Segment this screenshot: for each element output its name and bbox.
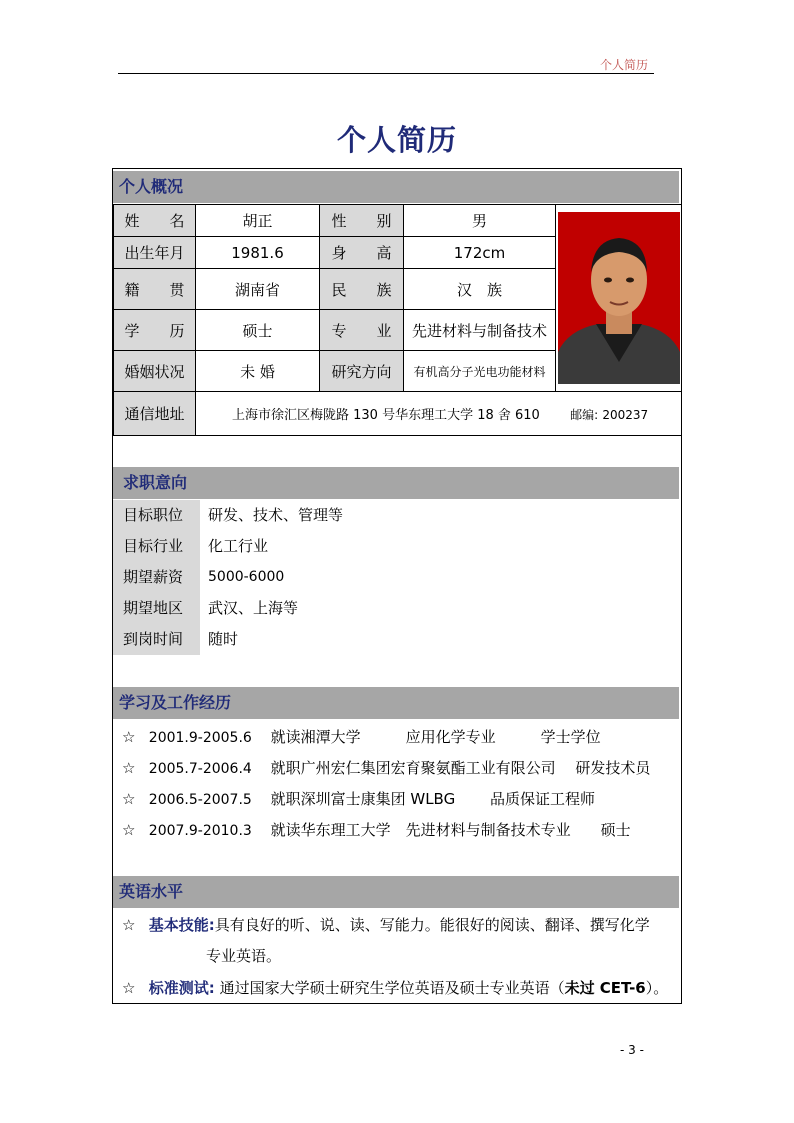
- marital-value: 未 婚: [196, 351, 320, 392]
- ethnicity-label: 民 族: [320, 269, 404, 310]
- experience-text: 就职广州宏仁集团宏育聚氨酯工业有限公司 研发技术员: [270, 759, 651, 777]
- section-overview-header: 个人概况: [113, 171, 679, 203]
- origin-value: 湖南省: [196, 269, 320, 310]
- job-intent-value: 化工行业: [208, 537, 269, 555]
- job-intent-row: [113, 500, 679, 531]
- english-test-text: 通过国家大学硕士研究生学位英语及硕士专业英语（: [219, 979, 565, 997]
- profile-table: [113, 204, 682, 436]
- photo-cell: [556, 205, 682, 392]
- experience-period: 2006.5-2007.5: [148, 792, 252, 808]
- job-intent-label: 期望薪资: [113, 562, 200, 593]
- birth-label: 出生年月: [114, 237, 196, 269]
- experience-item: [122, 726, 601, 747]
- gender-value: 男: [404, 205, 556, 237]
- research-value: 有机高分子光电功能材料: [404, 351, 556, 392]
- height-value: 172cm: [404, 237, 556, 269]
- experience-item: [122, 819, 631, 840]
- origin-label: 籍 贯: [114, 269, 196, 310]
- job-intent-value: 随时: [208, 630, 239, 648]
- job-intent-label: 目标职位: [113, 500, 200, 531]
- star-bullet-icon: ☆: [122, 916, 136, 934]
- experience-period: 2005.7-2006.4: [148, 761, 252, 777]
- page-title: 个人简历: [336, 123, 457, 157]
- job-intent-row: [113, 593, 679, 624]
- experience-item: [122, 788, 595, 809]
- job-intent-value: 研发、技术、管理等: [208, 506, 344, 524]
- english-skill: [122, 914, 650, 935]
- birth-value: 1981.6: [196, 237, 320, 269]
- marital-label: 婚姻状况: [114, 351, 196, 392]
- major-value: 先进材料与制备技术: [404, 310, 556, 351]
- star-bullet-icon: ☆: [122, 759, 136, 777]
- experience-period: 2007.9-2010.3: [148, 823, 252, 839]
- english-test-end: ）。: [645, 979, 669, 997]
- education-label: 学 历: [114, 310, 196, 351]
- research-label: 研究方向: [320, 351, 404, 392]
- experience-period: 2001.9-2005.6: [148, 730, 252, 746]
- section-english-header: 英语水平: [113, 876, 679, 908]
- address-value: 上海市徐汇区梅陇路 130 号华东理工大学 18 舍 610: [232, 408, 540, 423]
- section-experience-header: 学习及工作经历: [113, 687, 679, 719]
- page-number: - 3 -: [620, 1043, 644, 1057]
- gender-label: 性 别: [320, 205, 404, 237]
- height-label: 身 高: [320, 237, 404, 269]
- job-intent-label: 目标行业: [113, 531, 200, 562]
- running-header: 个人简历: [600, 58, 649, 72]
- english-test-bold: 未过 CET-6: [564, 979, 646, 997]
- section-intent-header: 求职意向: [113, 467, 679, 499]
- english-test-label: 标准测试:: [148, 979, 215, 997]
- english-skill-continued: 专业英语。: [206, 947, 282, 965]
- star-bullet-icon: ☆: [122, 728, 136, 746]
- english-test: [122, 977, 668, 998]
- name-value: 胡正: [196, 205, 320, 237]
- english-skill-text: 具有良好的听、说、读、写能力。能很好的阅读、翻译、撰写化学: [214, 916, 650, 934]
- address-cell: [196, 392, 682, 436]
- job-intent-label: 期望地区: [113, 593, 200, 624]
- job-intent-value: 武汉、上海等: [208, 599, 299, 617]
- header-rule: [118, 73, 654, 74]
- star-bullet-icon: ☆: [122, 979, 136, 997]
- postcode-value: 200237: [602, 408, 649, 422]
- education-value: 硕士: [196, 310, 320, 351]
- english-skill-label: 基本技能:: [148, 916, 215, 934]
- job-intent-label: 到岗时间: [113, 624, 200, 655]
- address-label: 通信地址: [114, 392, 196, 436]
- ethnicity-value: 汉 族: [404, 269, 556, 310]
- experience-text: 就读湘潭大学 应用化学专业 学士学位: [270, 728, 601, 746]
- postcode-label: 邮编:: [570, 408, 599, 422]
- job-intent-row: [113, 562, 679, 593]
- job-intent-row: [113, 531, 679, 562]
- star-bullet-icon: ☆: [122, 821, 136, 839]
- portrait-photo: [558, 212, 680, 384]
- experience-text: 就读华东理工大学 先进材料与制备技术专业 硕士: [270, 821, 631, 839]
- name-label: 姓 名: [114, 205, 196, 237]
- major-label: 专 业: [320, 310, 404, 351]
- experience-item: [122, 757, 650, 778]
- job-intent-value: 5000-6000: [208, 569, 285, 585]
- job-intent-row: [113, 624, 679, 655]
- experience-text: 就职深圳富士康集团 WLBG 品质保证工程师: [270, 790, 595, 808]
- star-bullet-icon: ☆: [122, 790, 136, 808]
